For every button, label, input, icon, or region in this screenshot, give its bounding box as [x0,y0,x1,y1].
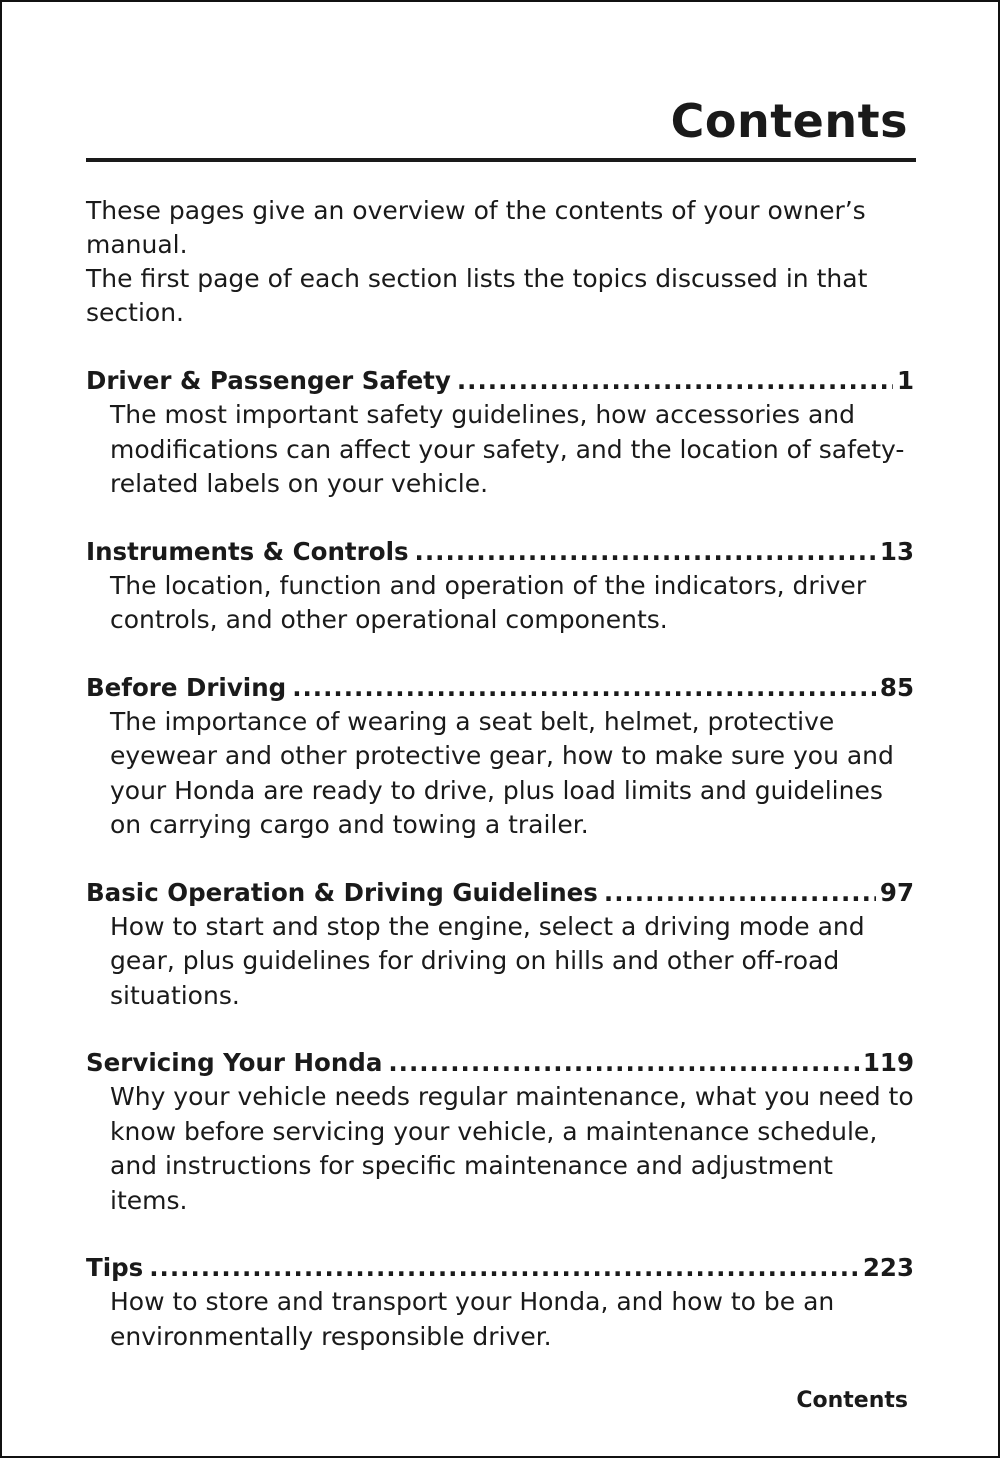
intro-paragraph: These pages give an overview of the contents of your owner’s manual. [86,196,866,259]
entry-description: The most important safety guidelines, how accessories and modifications can affect your safety, and the location of safety-related labels on your vehicle. [110,400,905,498]
footer-section-label: Contents [796,1388,908,1413]
entry-title: Servicing Your Honda [86,1048,383,1077]
entry-title: Basic Operation & Driving Guidelines [86,877,598,907]
dot-leader [388,1046,858,1080]
contents-entry [86,671,914,843]
entry-page-number: 119 [862,1048,914,1077]
intro-paragraph: The first page of each section lists the topics discussed in that section. [86,264,868,327]
entry-heading[interactable] [86,535,914,569]
entry-heading[interactable] [86,876,914,910]
entry-heading[interactable] [86,1046,914,1080]
entry-title: Instruments & Controls [86,536,409,566]
entry-title: Before Driving [86,672,287,702]
entry-page-number: 97 [879,877,914,907]
intro-text [86,194,916,330]
dot-leader [415,535,876,569]
page-title: Contents [670,94,908,148]
contents-entry [86,1046,914,1218]
entry-heading[interactable] [86,671,914,705]
dot-leader [457,364,893,398]
entry-heading[interactable] [86,1251,914,1285]
entry-page-number: 223 [862,1253,914,1282]
entry-page-number: 13 [879,536,914,566]
dot-leader [604,876,876,910]
contents-entry [86,1251,914,1354]
title-divider [86,158,916,162]
dot-leader [149,1251,859,1285]
entry-description: How to start and stop the engine, select a driving mode and gear, plus guidelines for driving on hills and other off-road situations. [110,911,865,1010]
contents-entry [86,876,914,1014]
entry-description: Why your vehicle needs regular maintenance, what you need to know before servicing your vehicle, a maintenance schedule, and instructions for specific maintenance and adjustment items. [110,1082,914,1215]
contents-entry [86,535,914,638]
entry-description: The location, function and operation of the indicators, driver controls, and other operational components. [110,570,867,634]
contents-entry [86,364,914,502]
entry-description: The importance of wearing a seat belt, helmet, protective eyewear and other protective gear, how to make sure you and your Honda are ready to drive, plus load limits and guidelines on carrying cargo and towing a trailer. [110,706,894,839]
entry-page-number: 1 [896,366,914,395]
entry-page-number: 85 [879,672,914,702]
entry-description: How to store and transport your Honda, and how to be an environmentally responsible driver. [110,1287,835,1351]
contents-list [86,364,914,1387]
entry-title: Tips [86,1253,144,1282]
entry-heading[interactable] [86,364,914,398]
dot-leader [292,671,876,705]
entry-title: Driver & Passenger Safety [86,366,451,395]
